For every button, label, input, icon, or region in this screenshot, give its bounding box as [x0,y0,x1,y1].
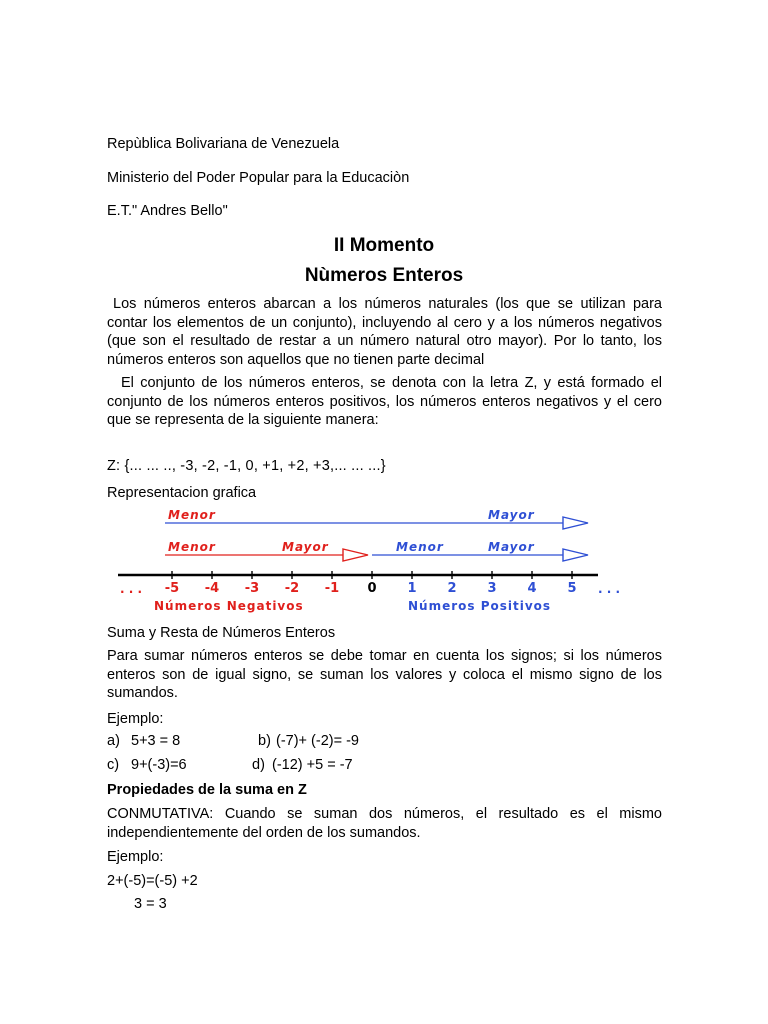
example-a-expr: 5+3 = 8 [131,733,181,749]
mid-label-menor-right: Menor [396,540,444,554]
intro-paragraph-2-text: El conjunto de los números enteros, se denota con la letra Z, y está formado el conjunto de los números enteros positivos, los números enteros negativos y el cero que se representa de la siguiente manera: [107,375,662,428]
conmutativa-eq-1: 2+(-5)=(-5) +2 [107,873,198,889]
label-numeros-negativos: Números Negativos [154,599,304,613]
suma-resta-heading: Suma y Resta de Números Enteros [107,625,336,641]
conmutativa-eq-2: 3 = 3 [134,896,167,912]
mid-left-arrowhead [343,549,368,561]
tick-label: -5 [164,581,180,596]
tick-label: 3 [487,581,497,596]
tick-label: -4 [204,581,220,596]
intro-paragraph-2 [107,374,662,430]
example-d-label: d) [252,757,265,773]
number-line-figure [0,505,768,625]
example-b-expr: (-7)+ (-2)= -9 [276,733,359,749]
mid-label-mayor-right: Mayor [488,540,535,554]
mid-label-mayor-center: Mayor [282,540,329,554]
top-label-menor: Menor [168,508,216,522]
header-ministerio: Ministerio del Poder Popular para la Educaciòn [107,170,410,186]
tick-label: -2 [284,581,300,596]
suma-rule-paragraph: Para sumar números enteros se debe tomar en cuenta los signos; si los números enteros son de igual signo, se suman los valores y coloca el mismo signo de los sumandos. [107,648,662,701]
conmutativa-paragraph: CONMUTATIVA: Cuando se suman dos números, el resultado es el mismo independientemente del orden de los sumandos. [107,806,662,841]
example-c-label: c) [107,757,120,773]
title-numeros-enteros: Nùmeros Enteros [304,265,464,286]
tick-label: -1 [324,581,340,596]
propiedades-heading: Propiedades de la suma en Z [107,782,307,798]
z-set-notation: Z: {... ... .., -3, -2, -1, 0, +1, +2, +3,... ... ...} [107,458,386,474]
example-a-label: a) [107,733,120,749]
example-c-expr: 9+(-3)=6 [131,757,187,773]
graph-caption: Representacion grafica [107,485,257,501]
mid-label-menor-left: Menor [168,540,216,554]
tick-label: -3 [244,581,260,596]
intro-paragraph-1-text: Los números enteros abarcan a los números naturales (los que se utilizan para contar los elementos de un conjunto), incluyendo al cero y a los números negativos (que son el resultado de restar a un número natural otro mayor). Por lo tanto, los números enteros son aquellos que no tienen parte decimal [107,296,662,368]
dots-right: . . . [598,582,621,596]
ejemplo-label-2: Ejemplo: [107,849,164,865]
header-republica: Repùblica Bolivariana de Venezuela [107,136,340,152]
label-numeros-positivos: Números Positivos [408,599,552,613]
tick-label: 5 [567,581,577,596]
tick-label: 1 [407,581,417,596]
header-school: E.T." Andres Bello" [107,203,228,219]
tick-label: 4 [527,581,537,596]
mid-right-arrowhead [563,549,588,561]
title-momento: II Momento [333,235,435,256]
tick-label: 2 [447,581,457,596]
intro-paragraph-1 [107,295,662,369]
top-label-mayor: Mayor [488,508,535,522]
tick-label: 0 [367,581,377,596]
example-b-label: b) [258,733,271,749]
dots-left: . . . [120,582,143,596]
example-d-expr: (-12) +5 = -7 [272,757,353,773]
ejemplo-label-1: Ejemplo: [107,711,164,727]
top-arrowhead [563,517,588,529]
